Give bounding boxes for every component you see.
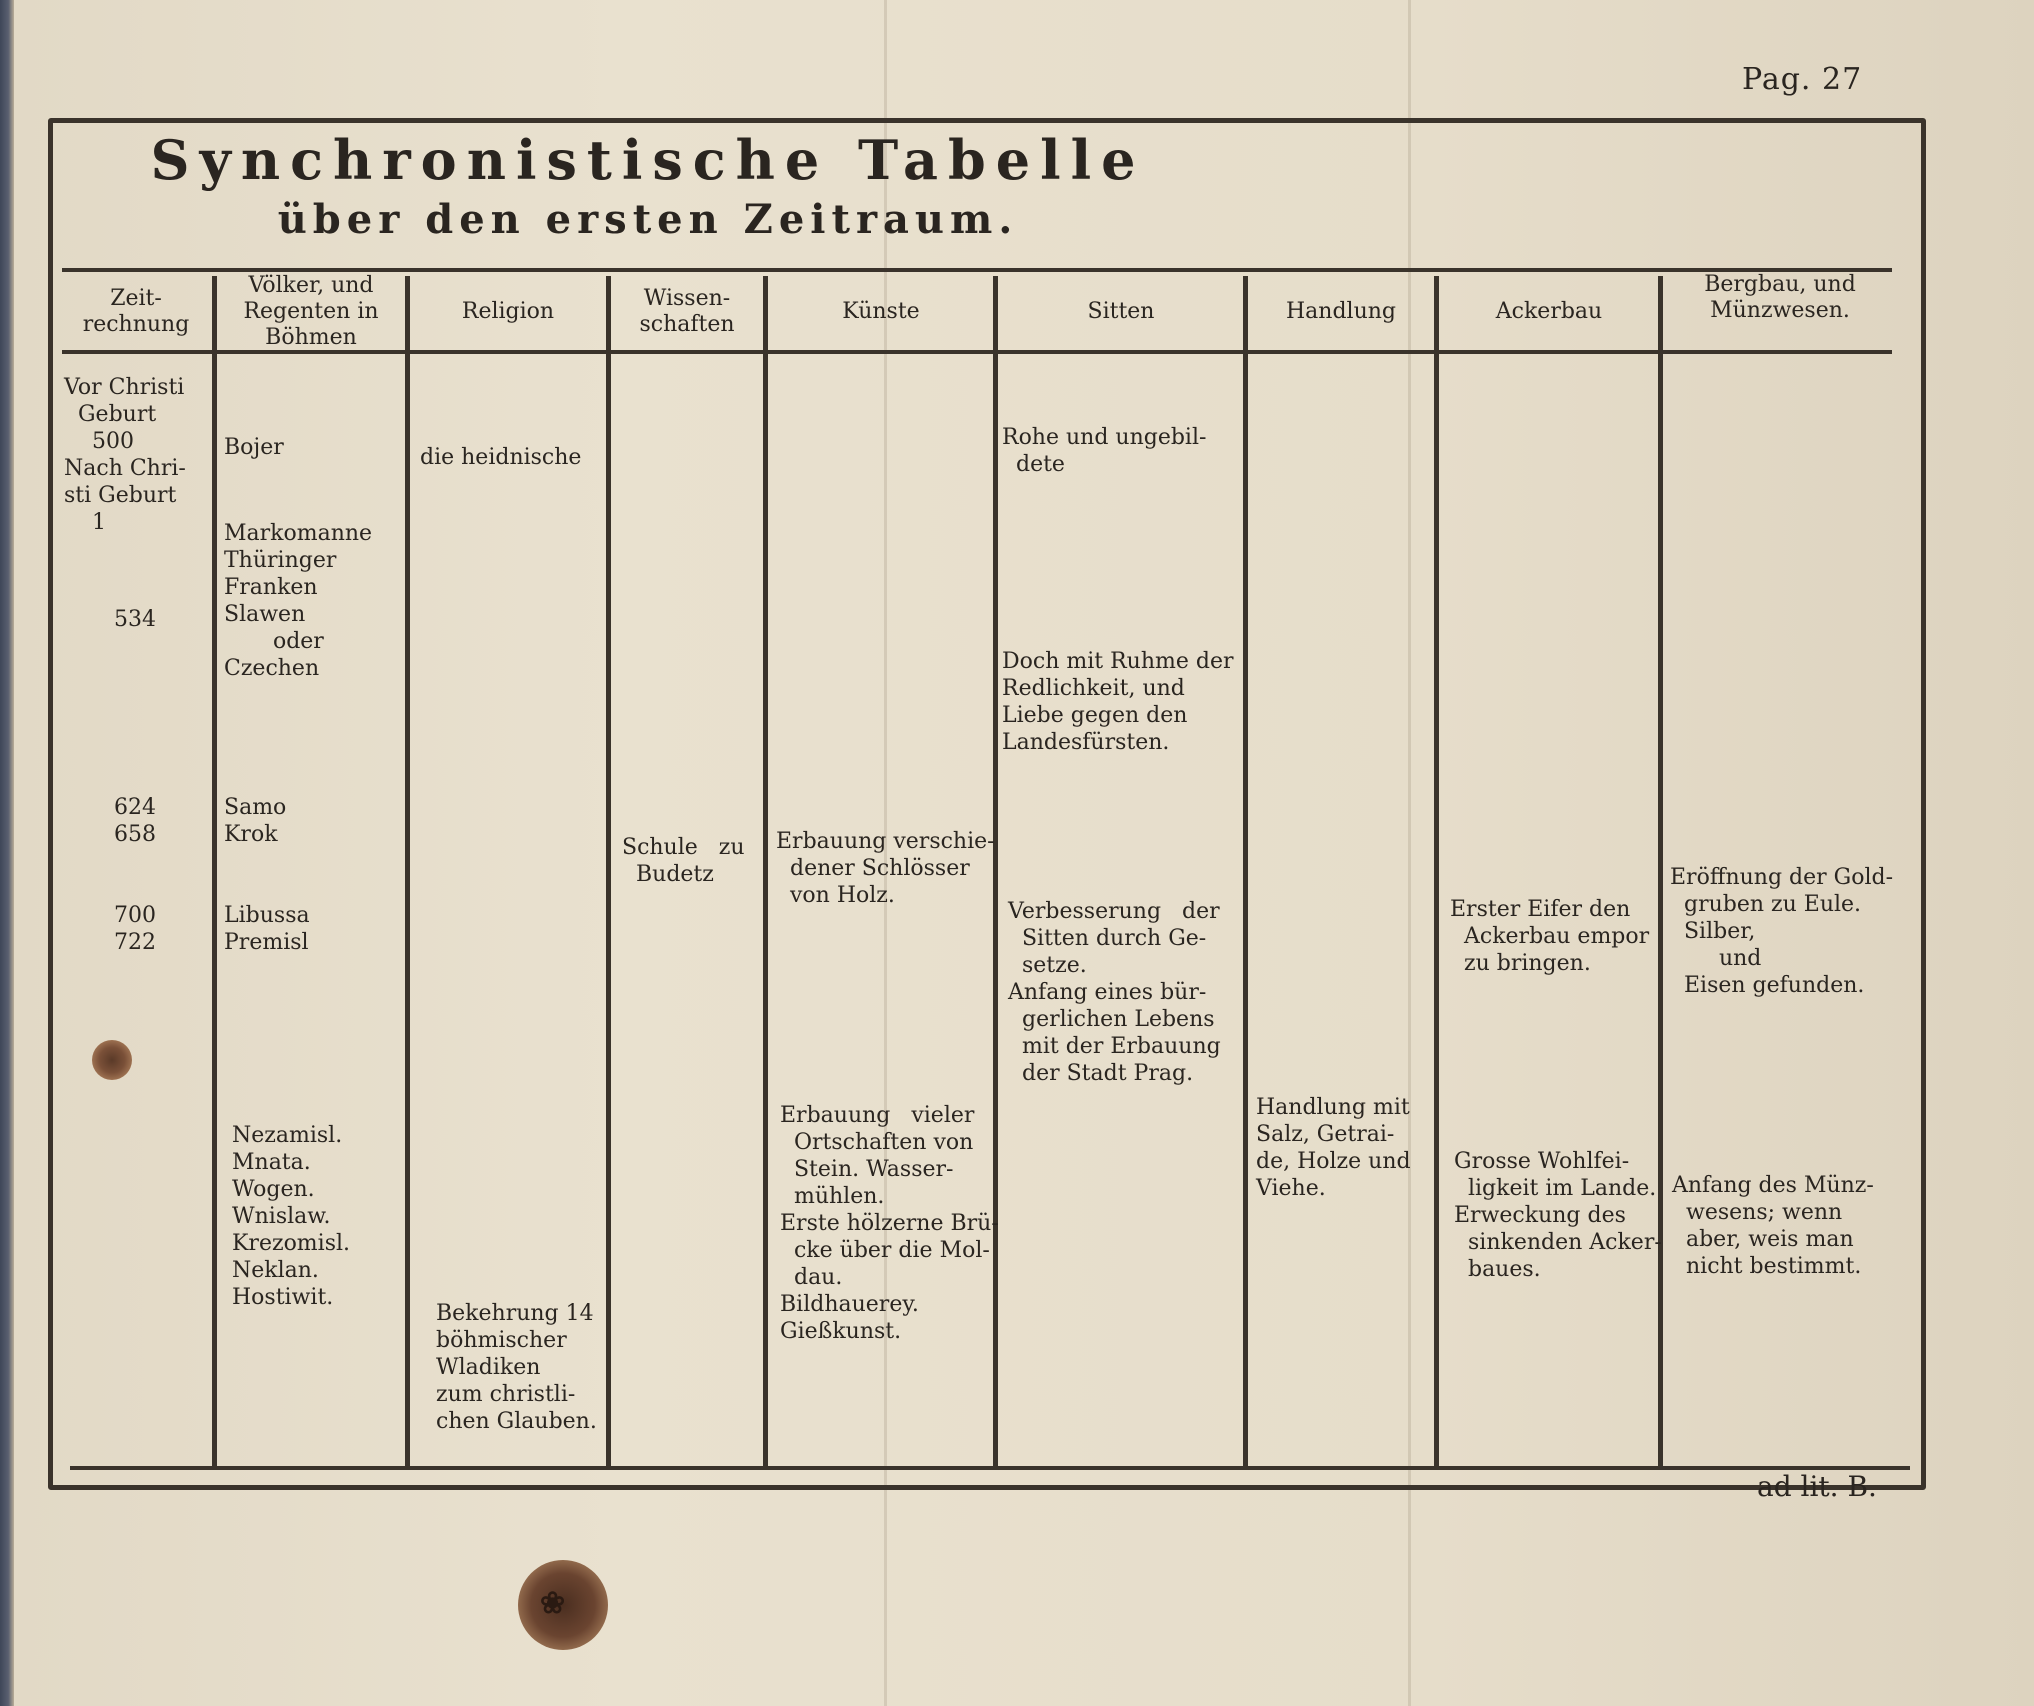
bottom-rule [70,1466,1910,1470]
col-rule-6 [1243,276,1248,1466]
cell-voelker-samo-krok: Samo Krok [224,795,287,847]
ink-spot [92,1040,132,1080]
cell-berg-goldgruben: Eröffnung der Gold- gruben zu Eule. Silber, und Eisen gefunden. [1670,865,1894,998]
cell-zeit-624-658: 624 658 [113,795,156,847]
cell-sitten-verbesserung: Verbesserung der Sitten durch Ge- setze. Anfang eines bür- gerlichen Lebens mit der Erbauung der Stadt Prag. [1008,899,1221,1086]
cell-acker-eifer: Erster Eifer den Ackerbau empor zu bringen. [1450,897,1650,976]
book-spine-edge [0,0,14,1706]
header-bergbau: Bergbau, und Münzwesen. [1704,272,1856,323]
cell-zeit-early: Vor Christi Geburt 500 Nach Chri- sti Geburt 1 [64,375,186,535]
cell-zeit-534: 534 [100,607,156,632]
header-kuenste: Künste [842,299,920,324]
cell-sitten-rohe: Rohe und ungebil- dete [1002,425,1207,477]
col-rule-7 [1434,276,1439,1466]
cell-berg-muenzwesen: Anfang des Münz- wesens; wenn aber, weis man nicht bestimmt. [1672,1173,1874,1279]
cell-voelker-libussa: Libussa Premisl [224,903,310,955]
cell-kuenste-schloesser: Erbauung verschie- dener Schlösser von Holz. [776,829,995,908]
col-rule-1 [212,276,217,1466]
footer-reference: ad lit. B. [1757,1470,1877,1503]
header-religion: Religion [461,299,555,324]
cell-religion-heidnisch: die heidnische [420,445,582,470]
cell-voelker-stamm: Markomanne Thüringer Franken Slawen oder Czechen [224,521,373,681]
table-title: Synchronistische Tabelle [150,128,1146,192]
col-rule-8 [1658,276,1663,1466]
header-sitten: Sitten [1087,299,1155,324]
cell-acker-wohlfeilheit: Grosse Wohlfei- ligkeit im Lande. Erweckung des sinkenden Acker- baues. [1454,1149,1662,1282]
cell-zeit-700-722: 700 722 [113,903,156,955]
header-zeitrechnung: Zeit- rechnung [82,286,190,337]
cell-voelker-herzoege: Nezamisl. Mnata. Wogen. Wnislaw. Krezomisl. Neklan. Hostiwit. [232,1123,351,1310]
header-voelker: Völker, und Regenten in Böhmen [243,273,379,350]
col-rule-2 [405,276,410,1466]
cell-kuenste-ortschaften: Erbauung vieler Ortschaften von Stein. Wasser- mühlen. Erste hölzerne Brü- cke über die Mol- dau. Bildhauerey. Gießkunst. [780,1103,999,1344]
col-rule-4 [763,276,768,1466]
cell-voelker-bojer: Bojer [224,435,284,460]
cell-handlung-salz: Handlung mit Salz, Getrai- de, Holze und Viehe. [1256,1095,1411,1201]
cell-religion-bekehrung: Bekehrung 14 böhmischer Wladiken zum christli- chen Glauben. [436,1301,597,1434]
library-stamp [518,1560,608,1650]
header-ackerbau: Ackerbau [1495,299,1603,324]
cell-wissen-schule: Schule zu Budetz [622,835,745,887]
col-rule-3 [606,276,611,1466]
header-wissenschaften: Wissen- schaften [639,286,735,337]
stamp-emblem-icon: ❀ [540,1586,566,1621]
cell-sitten-redlichkeit: Doch mit Ruhme der Redlichkeit, und Liebe gegen den Landesfürsten. [1002,649,1234,755]
header-handlung: Handlung [1285,299,1396,324]
table-subtitle: über den ersten Zeitraum. [277,196,1019,243]
page-number: Pag. 27 [1742,62,1863,97]
